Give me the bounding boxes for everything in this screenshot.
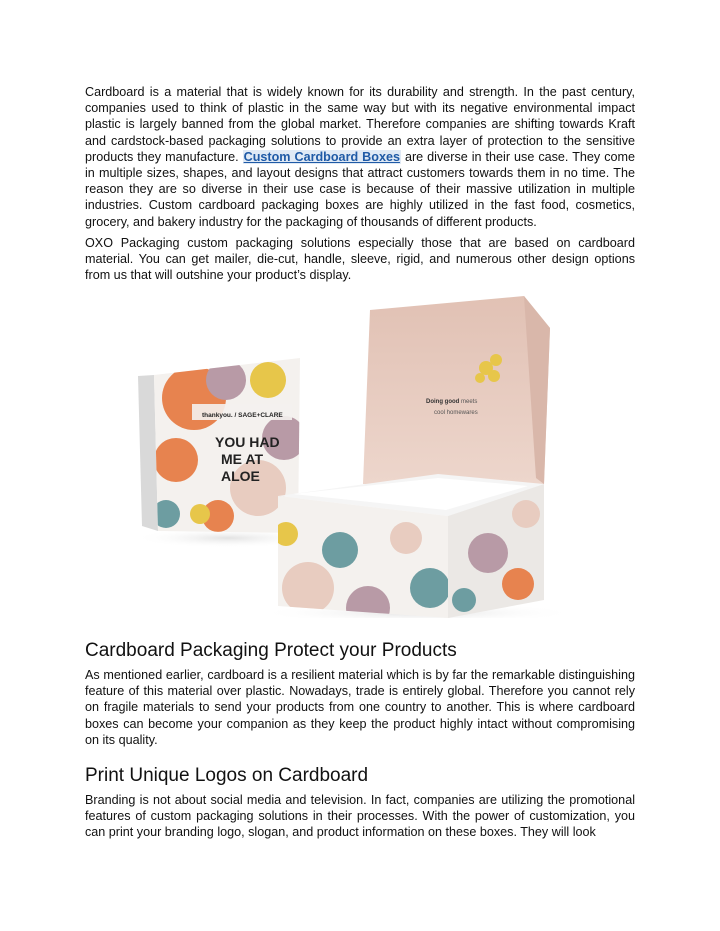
packaging-boxes-image [108,288,612,618]
open-box-tagline-line2: cool homewares [434,410,478,416]
section-protect-heading: Cardboard Packaging Protect your Products [85,640,457,661]
intro-text-before-link: Cardboard is a material that is widely known for its durability and strength. In the past century, companies used to think of plastic in the same way but with its negative environmental impact plastic is largely banned from the global market. Therefore companies are shifting towards Kraft and cardstock-based packaging solutions to provide an extra layer of protection to the sensitive products they manufacture. [85,85,635,164]
section-protect-text: As mentioned earlier, cardboard is a resilient material which is by far the remarkable distinguishing feature of this material over plastic. Nowadays, trade is entirely global. Therefore you cannot rely on fragile materials to send your products from one country to another. This is where cardboard boxes can become your companion as they keep the product highly intact without compromising on its quality. [85,668,635,747]
section-logos [85,765,635,841]
open-box-tagline-rest: meets [459,399,478,405]
closed-box-slogan-line3: ALOE [221,468,260,484]
open-box-tagline [426,399,477,405]
section-logos-heading: Print Unique Logos on Cardboard [85,765,369,786]
closed-box-slogan-line2: ME AT [221,451,263,467]
oxo-paragraph-block [85,235,635,284]
intro-text-after-link: are diverse in their use case. They come in multiple sizes, shapes, and layout designs that attract customers towards them in no time. The reason they are so diverse in their use case is because of their massive utilization in multiple industries. Custom cardboard packaging boxes are highly utilized in the fast food, cosmetics, grocery, and bakery industry for the packaging of thousands of different products. [85,149,635,229]
intro-paragraph [85,84,635,230]
closed-box-brand: thankyou. / SAGE+CLARE [202,412,283,419]
section-protect [85,640,635,748]
open-box-tagline-bold: Doing good [426,399,460,405]
closed-box-slogan-line1: YOU HAD [215,434,280,450]
intro-paragraph-block [85,84,635,230]
oxo-paragraph: OXO Packaging custom packaging solutions especially those that are based on cardboard material. You can get mailer, die-cut, handle, sleeve, rigid, and numerous other design options from us that will outshine your product’s display. [85,236,635,283]
custom-cardboard-boxes-link[interactable]: Custom Cardboard Boxes [243,149,400,164]
open-box [273,296,553,618]
section-logos-text: Branding is not about social media and television. In fact, companies are utilizing the promotional features of custom packaging solutions in their processes. With the power of customization, you can print your branding logo, slogan, and product information on these boxes. They will look [85,793,635,840]
